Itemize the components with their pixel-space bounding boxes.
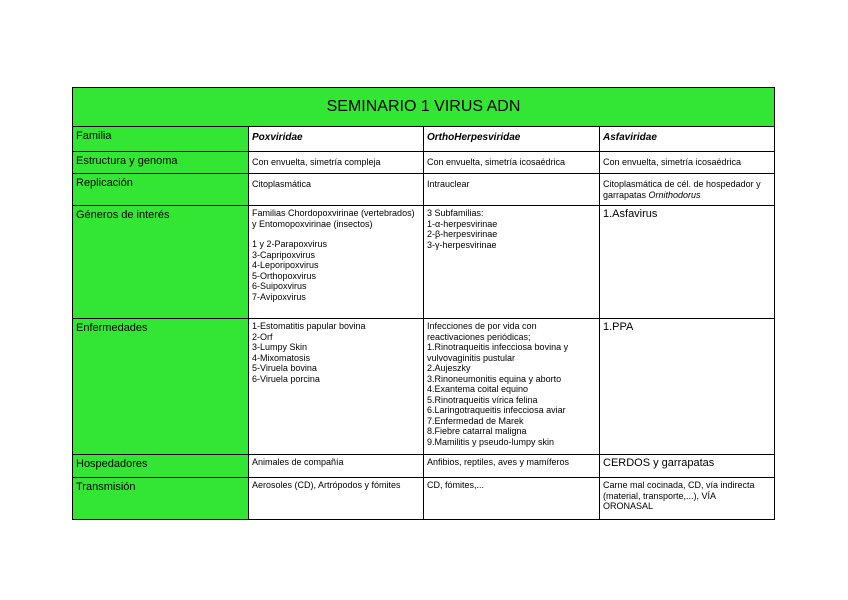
- list-item: 4.Exantema coital equino: [427, 384, 529, 394]
- transmision-asfaviridae: [600, 478, 775, 520]
- family-poxviridae: Poxviridae: [249, 127, 424, 152]
- list-item: vulvovaginitis pustular: [427, 352, 516, 363]
- row-estructura: [73, 152, 775, 174]
- generos-herpesviridae: [424, 206, 600, 319]
- row-hospedadores: [73, 455, 775, 478]
- family-asfaviridae: Asfaviridae: [600, 127, 775, 152]
- replicacion-asfaviridae: [600, 174, 775, 206]
- list-item: 6.Laringotraqueitis infecciosa aviar: [427, 405, 566, 415]
- list-item: 3-γ-herpesvirinae: [427, 239, 497, 250]
- enfermedades-asfaviridae: 1.PPA: [600, 319, 775, 455]
- row-label-transmision: Transmisión: [73, 478, 249, 520]
- list-item: Infecciones de por vida con: [427, 321, 537, 331]
- header-row: [73, 127, 775, 152]
- list-item: 5-Viruela bovina: [252, 363, 317, 373]
- row-label-estructura: Estructura y genoma: [73, 152, 249, 174]
- replicacion-asfa-line1: Citoplasmática de cél. de hospedador y: [603, 179, 761, 189]
- genus-ornithodorus: Ornithodorus: [648, 189, 701, 200]
- list-item: 1.Rinotraqueitis infecciosa bovina y: [427, 342, 569, 352]
- hospedadores-poxviridae: Animales de compañía: [249, 455, 424, 478]
- enfermedades-herpesviridae: [424, 319, 600, 455]
- estructura-poxviridae: Con envuelta, simetría compleja: [249, 152, 424, 174]
- transmision-herpesviridae: CD, fómites,...: [424, 478, 600, 520]
- list-item: 3.Rinoneumonitis equina y aborto: [427, 373, 562, 384]
- hospedadores-herpesviridae: Anfibios, reptiles, aves y mamíferos: [424, 455, 600, 478]
- replicacion-poxviridae: Citoplasmática: [249, 174, 424, 206]
- list-item: 2.Aujeszky: [427, 363, 471, 373]
- generos-pox-intro-2: y Entomopoxvirinae (insectos): [252, 218, 373, 229]
- generos-asfaviridae: 1.Asfavirus: [600, 206, 775, 319]
- list-item: 1-Estomatitis papular bovina: [252, 321, 366, 331]
- hospedadores-asfaviridae: CERDOS y garrapatas: [600, 455, 775, 478]
- list-item: Carne mal cocinada, CD, vía indirecta: [603, 480, 755, 490]
- estructura-asfaviridae: Con envuelta, simetría icosaédrica: [600, 152, 775, 174]
- estructura-herpesviridae: Con envuelta, simetría icosaédrica: [424, 152, 600, 174]
- row-replicacion: [73, 174, 775, 206]
- list-item: 3 Subfamilias:: [427, 208, 484, 218]
- list-item: 5-Orthopoxvirus: [252, 270, 317, 281]
- row-label-replicacion: Replicación: [73, 174, 249, 206]
- list-item: 8.Fiebre catarral maligna: [427, 426, 527, 436]
- transmision-poxviridae: Aerosoles (CD), Artrópodos y fómites: [249, 478, 424, 520]
- generos-poxviridae: [249, 206, 424, 319]
- list-item: 9.Mamilitis y pseudo-lumpy skin: [427, 436, 555, 447]
- list-item: 4-Mixomatosis: [252, 352, 311, 363]
- row-label-enfermedades: Enfermedades: [73, 319, 249, 455]
- list-item: ORONASAL: [603, 501, 654, 511]
- row-generos: [73, 206, 775, 319]
- list-item: 3-Capripoxvirus: [252, 249, 316, 260]
- list-item: 2-Orf: [252, 331, 273, 342]
- row-transmision: [73, 478, 775, 520]
- table-title: SEMINARIO 1 VIRUS ADN: [73, 88, 775, 127]
- list-item: 6-Suipoxvirus: [252, 281, 307, 291]
- enfermedades-poxviridae: [249, 319, 424, 455]
- list-item: reactivaciones periódicas;: [427, 331, 531, 342]
- replicacion-herpesviridae: Intrauclear: [424, 174, 600, 206]
- title-row: [73, 88, 775, 127]
- list-item: 2-β-herpesvirinae: [427, 229, 498, 239]
- list-item: 5.Rinotraqueitis vírica felina: [427, 394, 538, 405]
- row-label-generos: Géneros de interés: [73, 206, 249, 319]
- list-item: 6-Viruela porcina: [252, 373, 320, 384]
- list-item: 7.Enfermedad de Marek: [427, 415, 524, 426]
- list-item: 7-Avipoxvirus: [252, 291, 306, 302]
- list-item: 1 y 2-Parapoxvirus: [252, 239, 328, 249]
- row-label-familia: Familia: [73, 127, 249, 152]
- row-enfermedades: [73, 319, 775, 455]
- replicacion-asfa-line2: garrapatas Ornithodorus: [603, 189, 701, 200]
- list-item: (material, transporte,...), VÍA: [603, 490, 717, 501]
- list-item: 1-α-herpesvirinae: [427, 218, 498, 229]
- virus-table: [72, 87, 775, 520]
- list-item: 4-Leporipoxvirus: [252, 260, 319, 270]
- generos-pox-intro-1: Familias Chordopoxvirinae (vertebrados): [252, 208, 415, 218]
- row-label-hospedadores: Hospedadores: [73, 455, 249, 478]
- list-item: 3-Lumpy Skin: [252, 342, 308, 352]
- family-orthoherpesviridae: OrthoHerpesviridae: [424, 127, 600, 152]
